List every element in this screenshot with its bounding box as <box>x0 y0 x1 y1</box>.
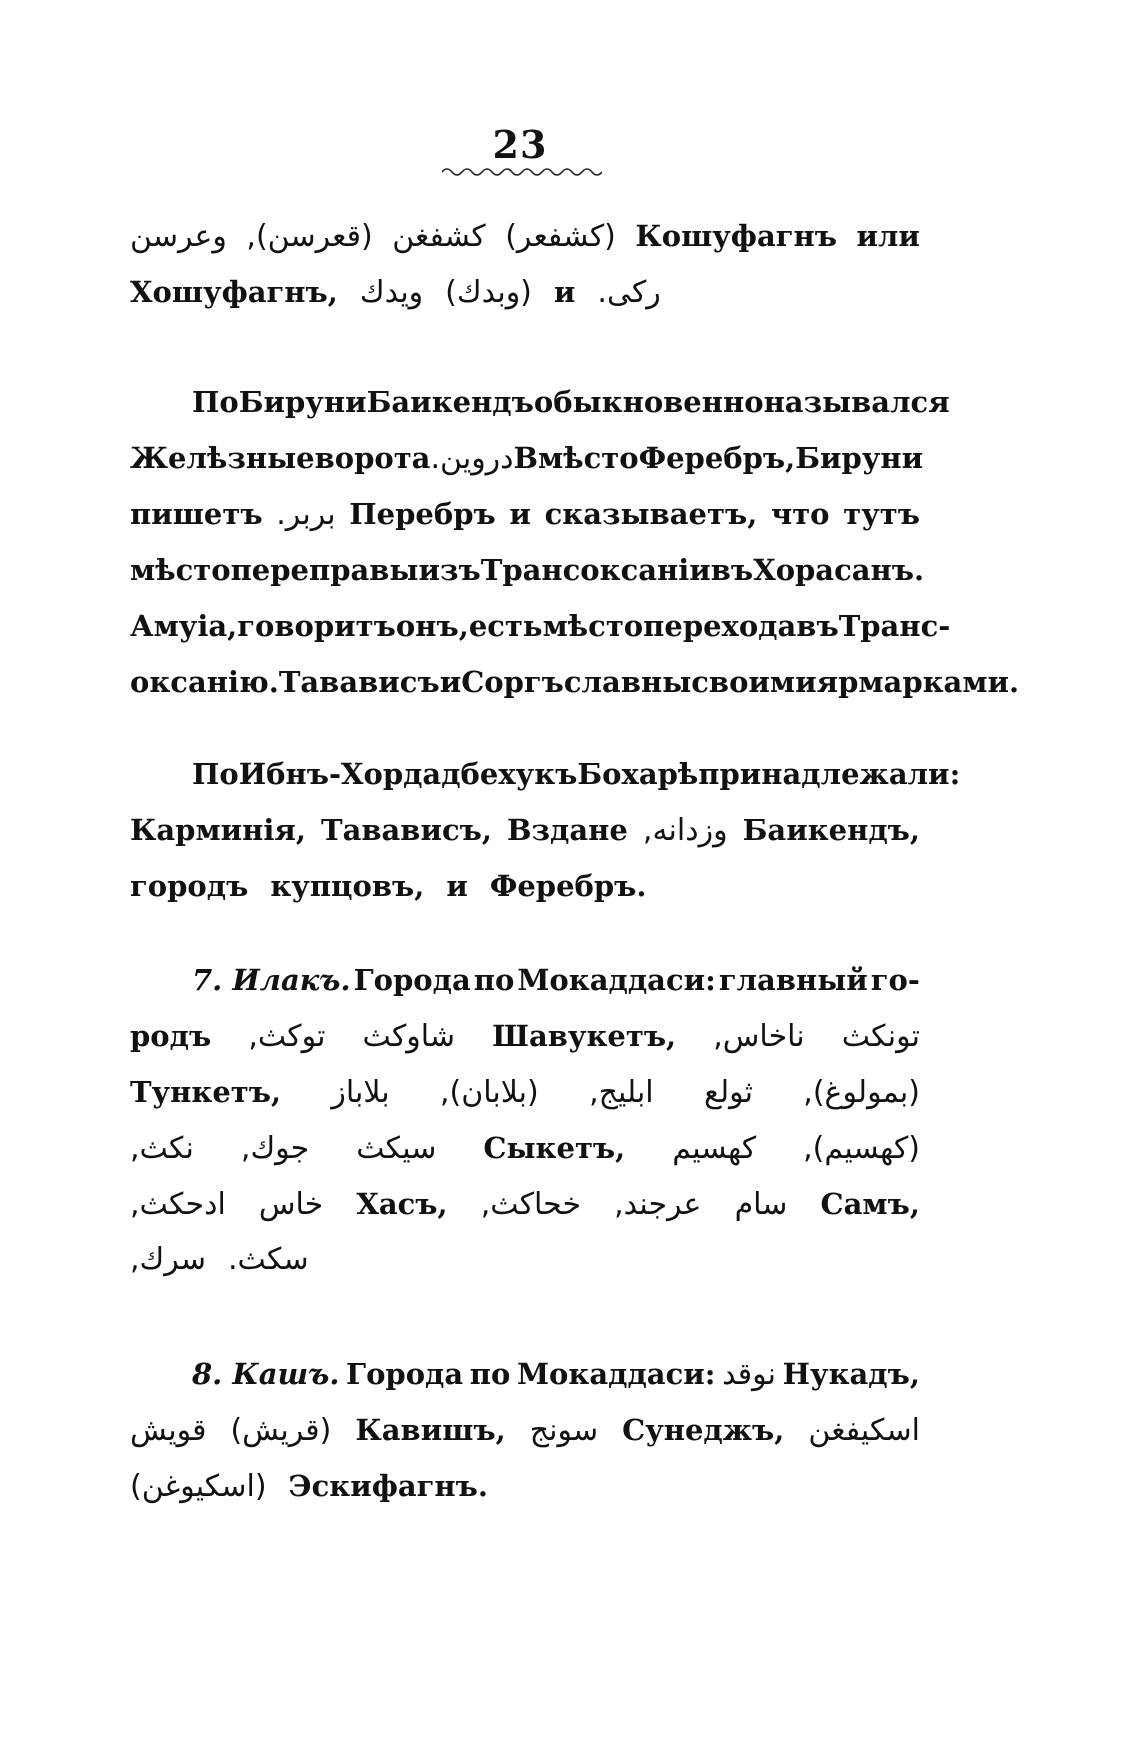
word: نوقد <box>722 1357 776 1392</box>
word: въ <box>796 609 839 643</box>
word: принадлежали: <box>698 757 961 791</box>
word: (قريش) <box>230 1413 332 1448</box>
word: Баикендъ, <box>742 813 920 847</box>
text-line <box>130 858 920 914</box>
word: Кошуфагнъ <box>635 219 837 253</box>
word: славны <box>563 665 692 699</box>
text-line <box>130 430 924 486</box>
word: Феребръ. <box>489 869 647 903</box>
word: городъ <box>130 869 249 903</box>
word: بلاباز <box>331 1075 390 1110</box>
text-line <box>130 746 961 802</box>
word: (وبدك) <box>445 275 532 310</box>
word: وعرسن <box>130 219 227 254</box>
text-line <box>130 802 920 858</box>
word: خحاكث, <box>480 1187 582 1222</box>
section-name: Кашъ. <box>232 1357 340 1391</box>
word: سرك, <box>130 1242 206 1277</box>
word: оксанію. <box>130 665 279 699</box>
text-line <box>130 1176 920 1232</box>
section-name: Илакъ. <box>232 963 351 997</box>
word: ويدك <box>359 275 424 310</box>
word: Вздане <box>507 813 628 847</box>
word: سام <box>734 1187 788 1222</box>
word: или <box>856 219 920 253</box>
word: ярмарками. <box>816 665 1020 699</box>
text-line <box>130 1458 920 1514</box>
text-line <box>130 1064 920 1120</box>
word: онъ, <box>395 609 469 643</box>
word: сказываетъ, <box>544 497 758 531</box>
word: пишетъ <box>130 497 263 531</box>
paragraph-2 <box>130 746 961 914</box>
paragraph-0 <box>130 208 920 320</box>
word: изъ <box>418 553 481 587</box>
word: Кавишъ, <box>355 1413 506 1447</box>
word: سيكث <box>356 1131 437 1166</box>
word: Бируни <box>238 385 367 419</box>
word: سكث. <box>227 1242 309 1277</box>
word: родъ <box>130 1019 212 1053</box>
text-line <box>130 208 920 264</box>
word: (قعرسن), <box>246 219 373 254</box>
ornament-divider <box>442 166 602 178</box>
section-heading <box>192 952 351 1008</box>
word: نكث, <box>130 1131 194 1166</box>
word: Тавависъ, <box>320 813 492 847</box>
word: (اسكيوغن) <box>130 1469 267 1504</box>
word: и <box>553 275 576 309</box>
word: Сыкетъ, <box>483 1131 626 1165</box>
word: جوك, <box>240 1131 310 1166</box>
word: Ибнъ-Хордадбеху <box>238 757 535 791</box>
word: بربر. <box>276 497 336 532</box>
word: (كشفعر) <box>505 219 616 254</box>
word: Самъ, <box>820 1187 920 1221</box>
word: Перебръ <box>349 497 496 531</box>
word: мѣсто <box>130 553 231 587</box>
text-line <box>130 1120 920 1176</box>
word: Транс- <box>838 609 951 643</box>
word: Тункетъ, <box>130 1075 282 1109</box>
word: Сунеджъ, <box>622 1413 785 1447</box>
word: своими <box>691 665 817 699</box>
word: Эскифагнъ. <box>288 1469 488 1503</box>
word: обыкновенно <box>533 385 764 419</box>
word: ابليج, <box>589 1075 654 1110</box>
word: ركى. <box>597 275 661 310</box>
word: Желѣзные <box>130 441 315 475</box>
word: Города <box>346 1357 464 1391</box>
paragraph-1 <box>130 374 1020 710</box>
word: и <box>439 665 462 699</box>
paragraph-kash <box>130 1346 920 1514</box>
word: Хасъ, <box>356 1187 448 1221</box>
word: говоритъ <box>237 609 396 643</box>
word: го- <box>870 963 920 997</box>
section-heading <box>192 1346 339 1402</box>
word: Соргъ <box>461 665 564 699</box>
word: ворота <box>314 441 431 475</box>
section-number: 8. <box>192 1357 223 1391</box>
text-line <box>130 952 920 1008</box>
paragraph-ilak <box>130 952 920 1288</box>
word: Феребръ, <box>638 441 796 475</box>
word: Карминія, <box>130 813 306 847</box>
word: главный <box>718 963 868 997</box>
word: اسكيفغن <box>808 1413 920 1448</box>
word: شاوكث <box>362 1019 456 1054</box>
section-number: 7. <box>192 963 223 997</box>
word: Города <box>353 963 471 997</box>
word: и <box>509 497 531 531</box>
word: мѣсто <box>542 609 644 643</box>
word: По <box>192 757 239 791</box>
word: Бируни <box>795 441 924 475</box>
word: Мокаддаси: <box>516 1357 716 1391</box>
word: въ <box>710 553 754 587</box>
text-line <box>130 486 920 542</box>
word: Бохарѣ <box>577 757 699 791</box>
text-line <box>130 598 951 654</box>
text-line <box>130 654 1020 710</box>
word: перехода <box>643 609 797 643</box>
word: По <box>192 385 239 419</box>
word: ادحكث, <box>130 1187 226 1222</box>
word: Амуіа, <box>130 609 238 643</box>
word: Баикендъ <box>366 385 534 419</box>
word: Мокаддаси: <box>517 963 716 997</box>
word: Хошуфагнъ, <box>130 275 338 309</box>
word: (بلابان), <box>440 1075 539 1110</box>
word: وزدانه, <box>642 813 728 848</box>
word: къ <box>534 757 578 791</box>
word: ثولع <box>703 1075 753 1110</box>
text-line <box>130 264 920 320</box>
word: ناخاس, <box>713 1019 805 1054</box>
page-number: 23 <box>492 122 548 167</box>
text-line <box>130 1232 920 1288</box>
word: есть <box>468 609 543 643</box>
word: купцовъ, <box>270 869 425 903</box>
word: خاس <box>258 1187 324 1222</box>
word: كهسيم <box>672 1131 757 1166</box>
word: переправы <box>230 553 419 587</box>
text-line <box>130 1402 920 1458</box>
text-line <box>130 1346 920 1402</box>
word: Шавукетъ, <box>492 1019 677 1053</box>
word: سونج <box>529 1413 599 1448</box>
word: (بمولوغ), <box>803 1075 920 1110</box>
word: Нукадъ, <box>782 1357 920 1391</box>
word: Хорасанъ. <box>753 553 925 587</box>
word: Вмѣсто <box>513 441 639 475</box>
word: что <box>770 497 830 531</box>
word: тутъ <box>843 497 920 531</box>
word: и <box>446 869 468 903</box>
text-line <box>130 374 950 430</box>
text-line <box>130 1008 920 1064</box>
word: по <box>473 963 515 997</box>
word: عرجند, <box>614 1187 702 1222</box>
word: Трансоксаніи <box>480 553 711 587</box>
word: دروين. <box>430 441 514 476</box>
word: توكث, <box>248 1019 326 1054</box>
text-line <box>130 542 925 598</box>
word: كشفغن <box>392 219 486 254</box>
word: по <box>469 1357 511 1391</box>
word: تونكث <box>841 1019 920 1054</box>
word: Тавависъ <box>278 665 440 699</box>
word: قويش <box>130 1413 207 1448</box>
word: (كهسيم), <box>803 1131 920 1166</box>
word: назывался <box>763 385 950 419</box>
